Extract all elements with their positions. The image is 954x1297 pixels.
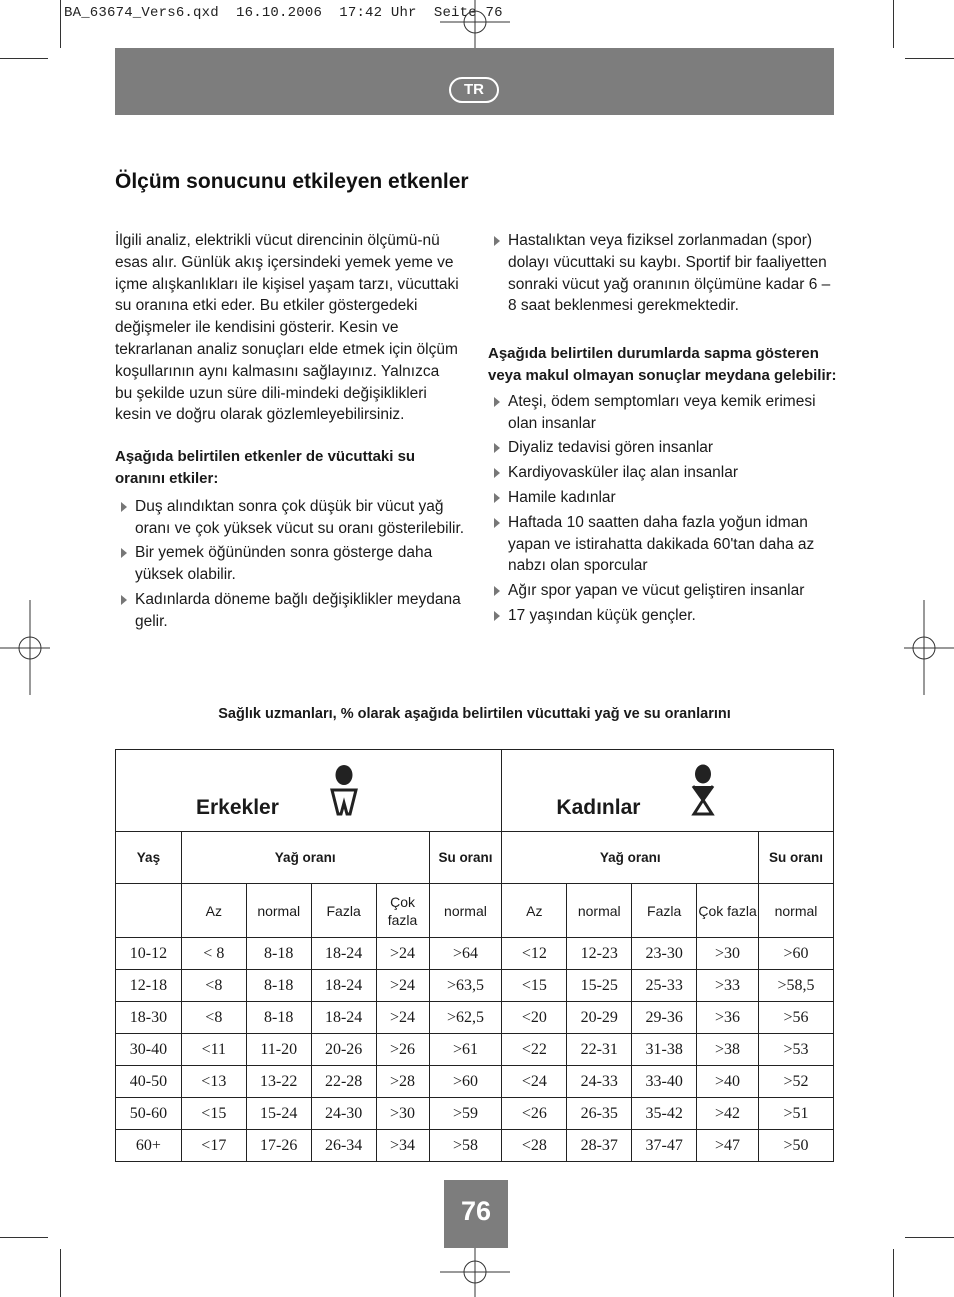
table-cell: >59 [429, 1098, 502, 1130]
table-cell: 18-24 [311, 1002, 376, 1034]
table-cell: 8-18 [246, 970, 311, 1002]
table-cell: >47 [697, 1130, 759, 1162]
table-cell: >34 [376, 1130, 429, 1162]
table-cell: >28 [376, 1066, 429, 1098]
triangle-right-icon [494, 586, 500, 596]
table-cell: >38 [697, 1034, 759, 1066]
table-cell: 8-18 [246, 938, 311, 970]
right-top-bullet-list [488, 230, 838, 317]
triangle-right-icon [494, 611, 500, 621]
triangle-right-icon [494, 236, 500, 246]
age-subheader-empty [116, 884, 182, 938]
table-cell: >62,5 [429, 1002, 502, 1034]
left-bullet-list [115, 496, 465, 633]
table-row [116, 938, 834, 970]
table-cell: 22-28 [311, 1066, 376, 1098]
women-sub-normal: normal [567, 884, 632, 938]
table-cell: >36 [697, 1002, 759, 1034]
page-number: 76 [444, 1180, 508, 1248]
table-cell: 8-18 [246, 1002, 311, 1034]
list-item: Hamile kadınlar [488, 487, 838, 509]
men-sub-water-normal: normal [429, 884, 502, 938]
table-cell: <17 [181, 1130, 246, 1162]
age-cell: 50-60 [116, 1098, 182, 1130]
table-cell: 25-33 [632, 970, 697, 1002]
registration-mark-top [440, 0, 510, 50]
table-cell: >53 [759, 1034, 834, 1066]
women-sub-low: Az [502, 884, 567, 938]
men-fat-header: Yağ oranı [181, 832, 429, 884]
table-cell: >40 [697, 1066, 759, 1098]
men-header-cell [116, 750, 502, 832]
list-item: 17 yaşından küçük gençler. [488, 605, 838, 627]
fat-water-table [115, 749, 834, 1162]
table-cell: 20-26 [311, 1034, 376, 1066]
list-item: Ağır spor yapan ve vücut geliştiren insanlar [488, 580, 838, 602]
table-cell: >58 [429, 1130, 502, 1162]
list-item: Diyaliz tedavisi gören insanlar [488, 437, 838, 459]
table-cell: >24 [376, 1002, 429, 1034]
table-cell: >30 [697, 938, 759, 970]
table-cell: >50 [759, 1130, 834, 1162]
table-cell: 17-26 [246, 1130, 311, 1162]
table-cell: 20-29 [567, 1002, 632, 1034]
language-badge: TR [449, 77, 499, 103]
table-caption: Sağlık uzmanları, % olarak aşağıda belirtilen vücuttaki yağ ve su oranlarını [218, 706, 731, 722]
men-sub-very-high: Çok fazla [376, 884, 429, 938]
table-cell: <24 [502, 1066, 567, 1098]
triangle-right-icon [494, 518, 500, 528]
table-cell: >26 [376, 1034, 429, 1066]
age-cell: 60+ [116, 1130, 182, 1162]
women-sub-high: Fazla [632, 884, 697, 938]
women-fat-header: Yağ oranı [502, 832, 759, 884]
triangle-right-icon [121, 502, 127, 512]
men-label: Erkekler [196, 796, 279, 819]
table-cell: 11-20 [246, 1034, 311, 1066]
table-cell: 24-30 [311, 1098, 376, 1130]
table-cell: <22 [502, 1034, 567, 1066]
table-cell: 31-38 [632, 1034, 697, 1066]
table-cell: >61 [429, 1034, 502, 1066]
age-cell: 10-12 [116, 938, 182, 970]
table-cell: 26-34 [311, 1130, 376, 1162]
male-figure-icon [329, 764, 359, 818]
women-label: Kadınlar [556, 796, 641, 819]
left-column [115, 230, 465, 636]
men-sub-normal: normal [246, 884, 311, 938]
table-cell: < 8 [181, 938, 246, 970]
registration-mark-left [0, 600, 50, 695]
table-cell: 24-33 [567, 1066, 632, 1098]
table-row [116, 1130, 834, 1162]
women-header-cell [502, 750, 834, 832]
table-cell: 18-24 [311, 970, 376, 1002]
table-cell: >60 [759, 938, 834, 970]
table-cell: <26 [502, 1098, 567, 1130]
age-cell: 40-50 [116, 1066, 182, 1098]
age-cell: 30-40 [116, 1034, 182, 1066]
table-cell: >56 [759, 1002, 834, 1034]
women-sub-very-high: Çok fazla [697, 884, 759, 938]
table-cell: 37-47 [632, 1130, 697, 1162]
list-item: Haftada 10 saatten daha fazla yoğun idman yapan ve istirahatta dakikada 60'tan daha az nabzı olan sporcular [488, 512, 838, 577]
table-row [116, 1002, 834, 1034]
table-cell: >52 [759, 1066, 834, 1098]
header-band [115, 48, 834, 115]
table-cell: <8 [181, 970, 246, 1002]
print-slug: BA_63674_Vers6.qxd 16.10.2006 17:42 Uhr Seite 76 [64, 5, 503, 21]
table-cell: <28 [502, 1130, 567, 1162]
men-sub-low: Az [181, 884, 246, 938]
men-sub-high: Fazla [311, 884, 376, 938]
list-item: Duş alındıktan sonra çok düşük bir vücut yağ oranı ve çok yüksek vücut su oranı gösterilebilir. [115, 496, 465, 540]
list-item: Kadınlarda döneme bağlı değişiklikler meydana gelir. [115, 589, 465, 633]
table-cell: 33-40 [632, 1066, 697, 1098]
table-row [116, 1034, 834, 1066]
women-sub-water-normal: normal [759, 884, 834, 938]
table-cell: 26-35 [567, 1098, 632, 1130]
table-cell: <20 [502, 1002, 567, 1034]
table-cell: >60 [429, 1066, 502, 1098]
triangle-right-icon [494, 493, 500, 503]
table-row [116, 970, 834, 1002]
left-heading: Aşağıda belirtilen etkenler de vücuttaki su oranını etkiler: [115, 448, 416, 487]
triangle-right-icon [121, 548, 127, 558]
table-cell: 22-31 [567, 1034, 632, 1066]
table-cell: 18-24 [311, 938, 376, 970]
table-cell: 23-30 [632, 938, 697, 970]
table-cell: >33 [697, 970, 759, 1002]
table-cell: >30 [376, 1098, 429, 1130]
table-row [116, 1098, 834, 1130]
triangle-right-icon [494, 468, 500, 478]
women-water-header: Su oranı [759, 832, 834, 884]
right-heading: Aşağıda belirtilen durumlarda sapma gösteren veya makul olmayan sonuçlar meydana gelebilir: [488, 345, 837, 384]
table-cell: <15 [502, 970, 567, 1002]
right-column [488, 230, 838, 630]
triangle-right-icon [494, 397, 500, 407]
table-body [116, 938, 834, 1162]
registration-mark-right [904, 600, 954, 695]
table-cell: <11 [181, 1034, 246, 1066]
table-cell: <13 [181, 1066, 246, 1098]
table-cell: >42 [697, 1098, 759, 1130]
table-cell: >24 [376, 938, 429, 970]
list-item: Ateşi, ödem semptomları veya kemik erimesi olan insanlar [488, 391, 838, 435]
table-cell: 15-25 [567, 970, 632, 1002]
table-cell: >63,5 [429, 970, 502, 1002]
table-cell: >64 [429, 938, 502, 970]
table-cell: 15-24 [246, 1098, 311, 1130]
table-cell: 35-42 [632, 1098, 697, 1130]
men-water-header: Su oranı [429, 832, 502, 884]
table-row [116, 1066, 834, 1098]
table-cell: >51 [759, 1098, 834, 1130]
section-title: Ölçüm sonucunu etkileyen etkenler [115, 170, 469, 193]
triangle-right-icon [121, 595, 127, 605]
list-item: Kardiyovasküler ilaç alan insanlar [488, 462, 838, 484]
table-cell: 13-22 [246, 1066, 311, 1098]
table-cell: >24 [376, 970, 429, 1002]
table-cell: 28-37 [567, 1130, 632, 1162]
triangle-right-icon [494, 443, 500, 453]
list-item: Bir yemek öğününden sonra gösterge daha yüksek olabilir. [115, 542, 465, 586]
list-item: Hastalıktan veya fiziksel zorlanmadan (spor) dolayı vücuttaki su kaybı. Sportif bir faaliyetten sonraki vücut yağ oranının ölçümüne kadar 6 – 8 saat beklenmesi gerekmektedir. [488, 230, 838, 317]
table-cell: 29-36 [632, 1002, 697, 1034]
right-bullet-list [488, 391, 838, 627]
table-cell: <12 [502, 938, 567, 970]
intro-paragraph: İlgili analiz, elektrikli vücut direncinin ölçümü-nü esas alır. Günlük akış içersindeki yemek yeme ve içme alışkanlıkları ile kişisel yaşam tarzı, vücuttaki su oranına etki eder. Bu etkiler göstergedeki değişmeler ile kendisini gösterir. Kesin ve tekrarlanan analiz sonuçları elde etmek için ölçüm koşullarının aynı kalmasını sağlayınız. Yalnızca bu şekilde uzun süre dili-mindeki değişiklikleri kesin ve doğru olarak gözlemleyebilirsiniz. [115, 232, 459, 424]
age-cell: 12-18 [116, 970, 182, 1002]
table-cell: <8 [181, 1002, 246, 1034]
table-cell: <15 [181, 1098, 246, 1130]
table-cell: 12-23 [567, 938, 632, 970]
registration-mark-bottom [440, 1248, 510, 1297]
age-cell: 18-30 [116, 1002, 182, 1034]
female-figure-icon [688, 764, 718, 818]
table-cell: >58,5 [759, 970, 834, 1002]
age-header: Yaş [116, 832, 182, 884]
